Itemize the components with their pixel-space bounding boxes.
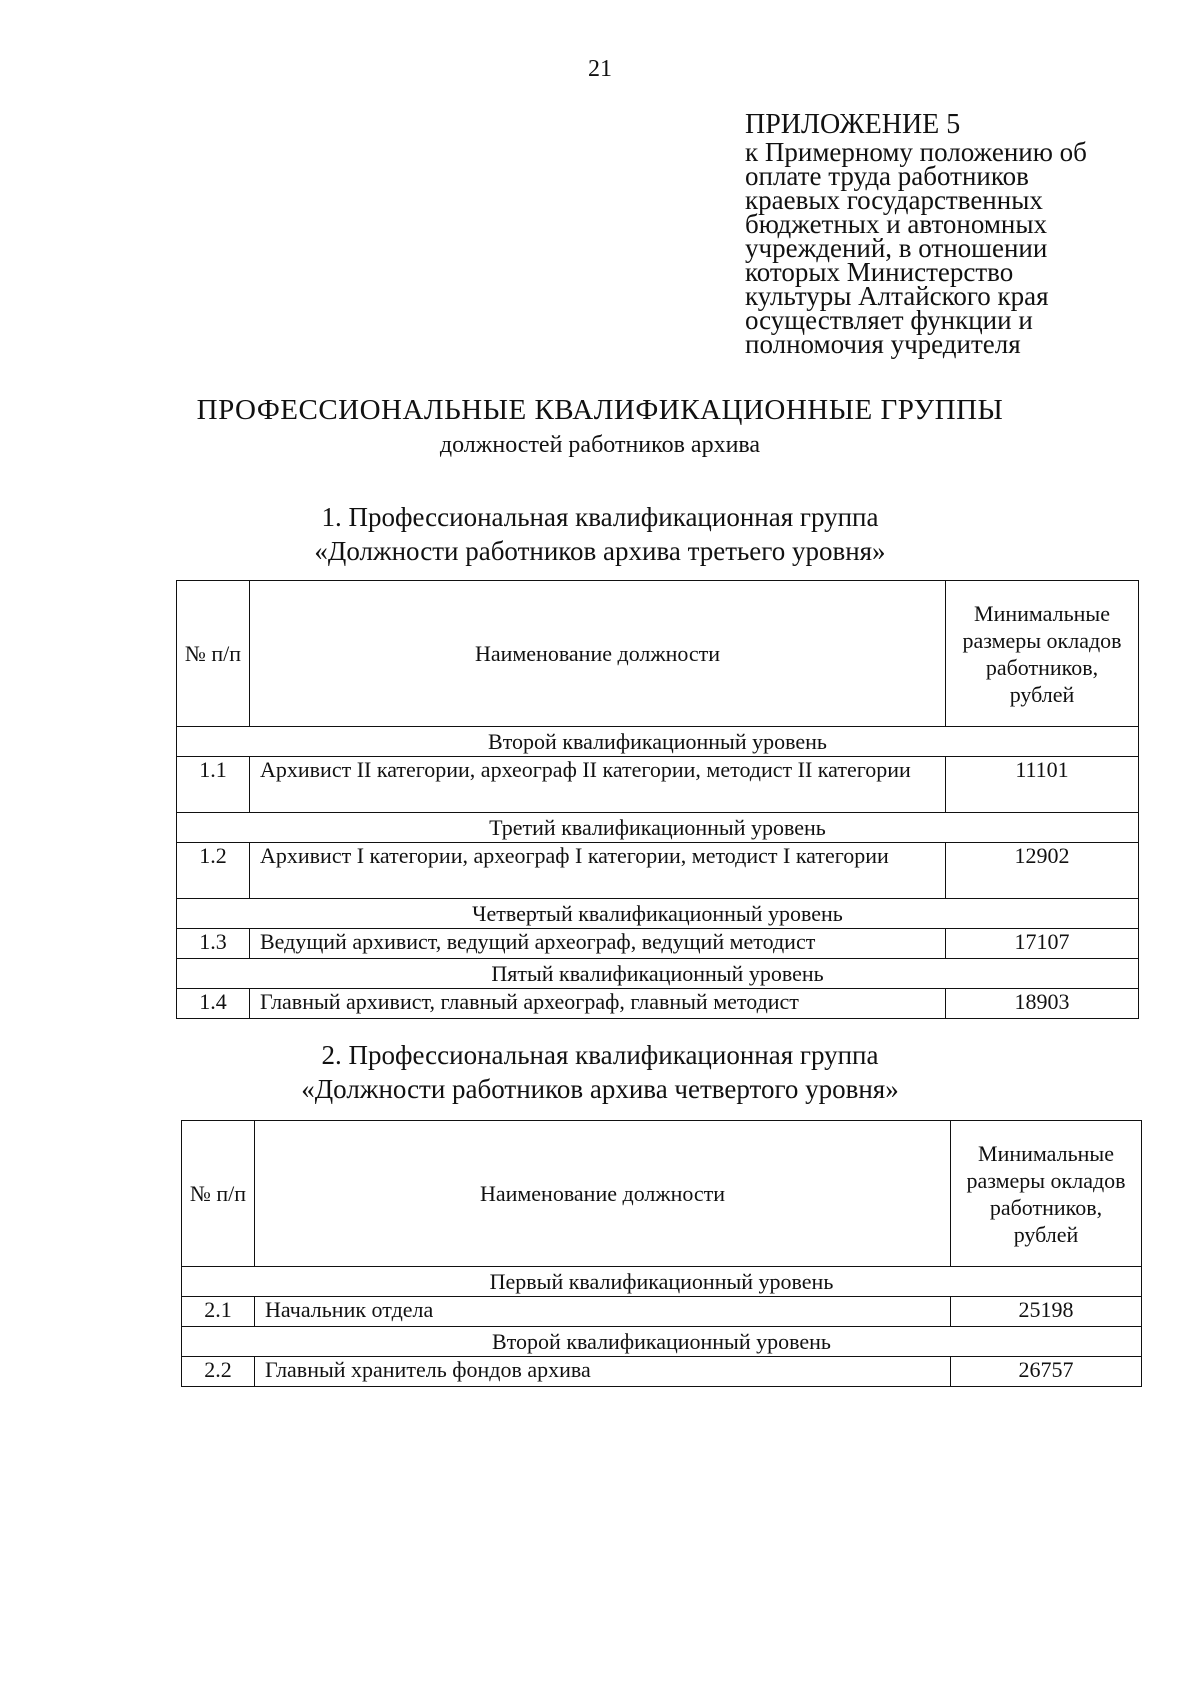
level-label: Пятый квалификационный уровень: [177, 959, 1139, 989]
level-label: Второй квалификационный уровень: [182, 1327, 1142, 1357]
row-salary: 25198: [951, 1297, 1142, 1327]
appendix-title: ПРИЛОЖЕНИЕ 5: [745, 109, 961, 140]
level-label: Четвертый квалификационный уровень: [177, 899, 1139, 929]
level-row: [177, 813, 1139, 843]
row-num: 2.2: [182, 1357, 255, 1387]
table-row: [177, 929, 1139, 959]
row-num: 1.2: [177, 843, 250, 899]
appendix-line: культуры Алтайского края: [745, 281, 1049, 311]
row-salary: 18903: [946, 989, 1139, 1019]
level-row: [182, 1327, 1142, 1357]
row-num: 1.4: [177, 989, 250, 1019]
header-name: Наименование должности: [255, 1121, 951, 1267]
appendix-line: которых Министерство: [745, 257, 1014, 287]
level-row: [182, 1267, 1142, 1297]
row-salary: 11101: [946, 757, 1139, 813]
table-row: [182, 1297, 1142, 1327]
row-salary: 12902: [946, 843, 1139, 899]
group-heading-line: «Должности работников архива третьего уровня»: [314, 536, 886, 566]
document-title: ПРОФЕССИОНАЛЬНЫЕ КВАЛИФИКАЦИОННЫЕ ГРУППЫ: [196, 394, 1004, 426]
header-num: № п/п: [182, 1121, 255, 1267]
row-salary: 26757: [951, 1357, 1142, 1387]
row-name: Главный хранитель фондов архива: [255, 1357, 951, 1387]
group-heading-line: «Должности работников архива четвертого уровня»: [301, 1074, 899, 1104]
group-heading-line: 1. Профессиональная квалификационная группа: [321, 502, 879, 532]
appendix-line: бюджетных и автономных: [745, 209, 1048, 239]
header-salary: Минимальные размеры окладов работников, рублей: [951, 1121, 1142, 1267]
document-subtitle: должностей работников архива: [439, 432, 761, 458]
row-name: Архивист I категории, археограф I категории, методист I категории: [250, 843, 946, 899]
header-salary: Минимальные размеры окладов работников, рублей: [946, 581, 1139, 727]
level-label: Первый квалификационный уровень: [182, 1267, 1142, 1297]
row-num: 1.3: [177, 929, 250, 959]
table-row: [177, 843, 1139, 899]
appendix-line: к Примерному положению об: [745, 137, 1087, 167]
appendix-line: полномочия учредителя: [745, 329, 1021, 359]
group-heading-line: 2. Профессиональная квалификационная группа: [321, 1040, 879, 1070]
group-2-heading: [0, 1038, 1200, 1106]
row-salary: 17107: [946, 929, 1139, 959]
appendix-line: краевых государственных: [745, 185, 1043, 215]
table-header-row: [182, 1121, 1142, 1267]
table-row: [177, 757, 1139, 813]
row-name: Архивист II категории, археограф II категории, методист II категории: [250, 757, 946, 813]
row-num: 1.1: [177, 757, 250, 813]
group-1-heading: [0, 500, 1200, 568]
group-2-table: [181, 1120, 1142, 1387]
table-row: [182, 1357, 1142, 1387]
table-row: [177, 989, 1139, 1019]
appendix-block: [745, 109, 1165, 359]
group-1-table: [176, 580, 1139, 1019]
appendix-line: оплате труда работников: [745, 161, 1029, 191]
appendix-line: учреждений, в отношении: [745, 233, 1048, 263]
row-name: Ведущий архивист, ведущий археограф, ведущий методист: [250, 929, 946, 959]
level-row: [177, 959, 1139, 989]
row-num: 2.1: [182, 1297, 255, 1327]
level-row: [177, 727, 1139, 757]
level-label: Третий квалификационный уровень: [177, 813, 1139, 843]
row-name: Начальник отдела: [255, 1297, 951, 1327]
table-header-row: [177, 581, 1139, 727]
header-name: Наименование должности: [250, 581, 946, 727]
row-name: Главный архивист, главный археограф, главный методист: [250, 989, 946, 1019]
page-number: 21: [588, 56, 612, 82]
appendix-line: осуществляет функции и: [745, 305, 1033, 335]
level-label: Второй квалификационный уровень: [177, 727, 1139, 757]
level-row: [177, 899, 1139, 929]
header-num: № п/п: [177, 581, 250, 727]
